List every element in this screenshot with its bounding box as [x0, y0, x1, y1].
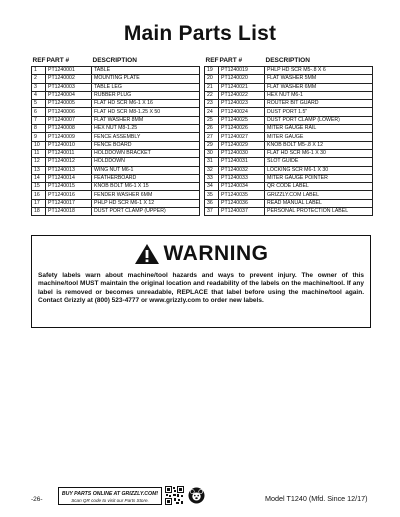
part-number-cell: PT1240029: [219, 141, 265, 149]
description-cell: FLAT HD SCR M6-1 X 30: [265, 149, 373, 157]
part-number-cell: PT1240022: [219, 91, 265, 99]
part-number-cell: PT1240031: [219, 158, 265, 166]
ref-cell: 24: [205, 108, 219, 116]
ref-cell: 32: [205, 166, 219, 174]
part-number-cell: PT1240027: [219, 133, 265, 141]
table-row: [205, 158, 373, 166]
description-cell: QR CODE LABEL: [265, 183, 373, 191]
ref-cell: 14: [32, 174, 46, 182]
description-cell: LOCKING SCR M6-1 X 30: [265, 166, 373, 174]
table-row: [32, 83, 200, 91]
ref-cell: 8: [32, 125, 46, 133]
description-cell: MITER GAUGE: [265, 133, 373, 141]
description-cell: FLAT HD SCR M8-1.25 X 50: [92, 108, 200, 116]
table-row: [32, 149, 200, 157]
description-cell: PHLP HD SCR M6-1 X 12: [92, 199, 200, 207]
table-header-row: [205, 56, 373, 67]
table-row: [32, 174, 200, 182]
description-header: DESCRIPTION: [265, 57, 310, 64]
ref-cell: 29: [205, 141, 219, 149]
part-number-cell: PT1240023: [219, 100, 265, 108]
part-number-cell: PT1240005: [46, 100, 92, 108]
table-row: [205, 166, 373, 174]
part-number-cell: PT1240015: [46, 183, 92, 191]
table-row: [205, 199, 373, 207]
description-cell: DUST PORT CLAMP (UPPER): [92, 208, 200, 216]
part-number-cell: PT1240034: [219, 183, 265, 191]
ref-cell: 33: [205, 174, 219, 182]
part-number-cell: PT1240018: [46, 208, 92, 216]
part-number-cell: PT1240006: [46, 108, 92, 116]
ref-cell: 11: [32, 149, 46, 157]
ref-cell: 17: [32, 199, 46, 207]
part-number-cell: PT1240019: [219, 67, 265, 75]
table-row: [32, 208, 200, 216]
warning-text: Safety labels warn about machine/tool hazards and ways to prevent injury. The owner of this machine/tool MUST maintain the original location and readability of the labels on the machine/tool. If any label is removed or becomes unreadable, REPLACE that label before using the machine/tool again. Contact Grizzly at (800) 523-4777 or www.grizzly.com to order new labels.: [38, 272, 364, 304]
ref-cell: 27: [205, 133, 219, 141]
page-number: -26-: [31, 496, 43, 503]
part-number-cell: PT1240012: [46, 158, 92, 166]
description-cell: DUST PORT 1.5": [265, 108, 373, 116]
part-number-cell: PT1240013: [46, 166, 92, 174]
ref-cell: 26: [205, 125, 219, 133]
description-cell: TABLE: [92, 67, 200, 75]
description-cell: KNOB BOLT M5-.8 X 12: [265, 141, 373, 149]
ref-cell: 30: [205, 149, 219, 157]
table-row: [205, 174, 373, 182]
table-row: [205, 100, 373, 108]
table-row: [32, 166, 200, 174]
page-title: Main Parts List: [123, 22, 277, 45]
table-row: [32, 199, 200, 207]
ref-cell: 34: [205, 183, 219, 191]
table-row: [205, 149, 373, 157]
description-cell: READ MANUAL LABEL: [265, 199, 373, 207]
qr-code-icon[interactable]: [165, 486, 184, 505]
description-cell: FLAT WASHER 8MM: [92, 116, 200, 124]
ref-cell: 10: [32, 141, 46, 149]
grizzly-bear-logo-icon: [188, 487, 205, 504]
model-label: Model T1240 (Mfd. Since 12/17): [265, 494, 368, 503]
ref-cell: 22: [205, 91, 219, 99]
description-cell: FENCE ASSEMBLY: [92, 133, 200, 141]
part-number-header: PART #: [46, 57, 70, 64]
ref-cell: 18: [32, 208, 46, 216]
description-cell: HOLDDOWN BRACKET: [92, 149, 200, 157]
table-row: [205, 125, 373, 133]
ref-cell: 7: [32, 116, 46, 124]
description-cell: FENDER WASHER 6MM: [92, 191, 200, 199]
description-cell: MOUNTING PLATE: [92, 75, 200, 83]
warning-heading: [32, 242, 370, 266]
description-cell: ROUTER BIT GUARD: [265, 100, 373, 108]
table-row: [32, 108, 200, 116]
description-cell: DUST PORT CLAMP (LOWER): [265, 116, 373, 124]
table-row: [32, 67, 200, 75]
description-cell: MITER GAUGE POINTER: [265, 174, 373, 182]
table-row: [205, 83, 373, 91]
table-header-row: [32, 56, 200, 67]
description-cell: PERSONAL PROTECTION LABEL: [265, 208, 373, 216]
table-row: [32, 100, 200, 108]
ref-cell: 9: [32, 133, 46, 141]
part-number-cell: PT1240017: [46, 199, 92, 207]
ref-cell: 31: [205, 158, 219, 166]
ref-cell: 3: [32, 83, 46, 91]
description-cell: FEATHERBOARD: [92, 174, 200, 182]
description-cell: HEX NUT M6-1: [265, 91, 373, 99]
part-number-cell: PT1240020: [219, 75, 265, 83]
ref-cell: 2: [32, 75, 46, 83]
part-number-cell: PT1240035: [219, 191, 265, 199]
ref-cell: 19: [205, 67, 219, 75]
ref-header: REF: [32, 57, 46, 64]
table-row: [32, 141, 200, 149]
ref-cell: 4: [32, 91, 46, 99]
table-row: [205, 116, 373, 124]
table-row: [205, 108, 373, 116]
description-cell: FENCE BOARD: [92, 141, 200, 149]
warning-title: WARNING: [163, 242, 269, 265]
ref-cell: 1: [32, 67, 46, 75]
ref-cell: 23: [205, 100, 219, 108]
warning-triangle-icon: [134, 243, 160, 265]
ref-cell: 21: [205, 83, 219, 91]
description-cell: HOLDDOWN: [92, 158, 200, 166]
ref-cell: 5: [32, 100, 46, 108]
part-number-cell: PT1240007: [46, 116, 92, 124]
ref-cell: 35: [205, 191, 219, 199]
description-cell: KNOB BOLT M6-1 X 15: [92, 183, 200, 191]
part-number-header: PART #: [219, 57, 243, 64]
scan-qr-text: Scan QR code to visit our Parts Store.: [71, 498, 149, 503]
table-row: [32, 125, 200, 133]
table-row: [205, 67, 373, 75]
part-number-cell: PT1240036: [219, 199, 265, 207]
table-row: [32, 191, 200, 199]
table-row: [32, 158, 200, 166]
part-number-cell: PT1240024: [219, 108, 265, 116]
part-number-cell: PT1240010: [46, 141, 92, 149]
part-number-cell: PT1240030: [219, 149, 265, 157]
table-row: [205, 191, 373, 199]
table-row: [32, 91, 200, 99]
description-cell: SLOT GUIDE: [265, 158, 373, 166]
table-row: [205, 141, 373, 149]
ref-cell: 20: [205, 75, 219, 83]
parts-table-right: [204, 56, 373, 216]
part-number-cell: PT1240009: [46, 133, 92, 141]
ref-cell: 16: [32, 191, 46, 199]
part-number-cell: PT1240014: [46, 174, 92, 182]
parts-table-left: [31, 56, 200, 216]
description-cell: RUBBER PLUG: [92, 91, 200, 99]
part-number-cell: PT1240032: [219, 166, 265, 174]
ref-cell: 37: [205, 208, 219, 216]
buy-parts-text: BUY PARTS ONLINE AT GRIZZLY.COM!: [61, 491, 159, 497]
part-number-cell: PT1240037: [219, 208, 265, 216]
part-number-cell: PT1240026: [219, 125, 265, 133]
ref-cell: 15: [32, 183, 46, 191]
ref-cell: 13: [32, 166, 46, 174]
table-row: [205, 208, 373, 216]
table-row: [205, 183, 373, 191]
description-cell: PHLP HD SCR M5-.8 X 6: [265, 67, 373, 75]
table-row: [32, 133, 200, 141]
description-cell: HEX NUT M8-1.25: [92, 125, 200, 133]
description-cell: FLAT WASHER 6MM: [265, 83, 373, 91]
table-row: [32, 183, 200, 191]
part-number-cell: PT1240003: [46, 83, 92, 91]
part-number-cell: PT1240021: [219, 83, 265, 91]
description-cell: MITER GAUGE RAIL: [265, 125, 373, 133]
table-row: [32, 116, 200, 124]
description-cell: TABLE LEG: [92, 83, 200, 91]
ref-cell: 6: [32, 108, 46, 116]
part-number-cell: PT1240008: [46, 125, 92, 133]
part-number-cell: PT1240033: [219, 174, 265, 182]
ref-header: REF: [205, 57, 219, 64]
warning-box: [31, 235, 371, 328]
ref-cell: 36: [205, 199, 219, 207]
description-header: DESCRIPTION: [92, 57, 137, 64]
table-row: [205, 91, 373, 99]
ref-cell: 25: [205, 116, 219, 124]
ref-cell: 12: [32, 158, 46, 166]
description-cell: WING NUT M6-1: [92, 166, 200, 174]
table-row: [205, 133, 373, 141]
part-number-cell: PT1240004: [46, 91, 92, 99]
table-row: [32, 75, 200, 83]
part-number-cell: PT1240002: [46, 75, 92, 83]
parts-store-box[interactable]: [58, 487, 162, 505]
description-cell: FLAT HD SCR M6-1 X 16: [92, 100, 200, 108]
table-row: [205, 75, 373, 83]
part-number-cell: PT1240001: [46, 67, 92, 75]
part-number-cell: PT1240025: [219, 116, 265, 124]
part-number-cell: PT1240011: [46, 149, 92, 157]
part-number-cell: PT1240016: [46, 191, 92, 199]
description-cell: GRIZZLY.COM LABEL: [265, 191, 373, 199]
description-cell: FLAT WASHER 5MM: [265, 75, 373, 83]
